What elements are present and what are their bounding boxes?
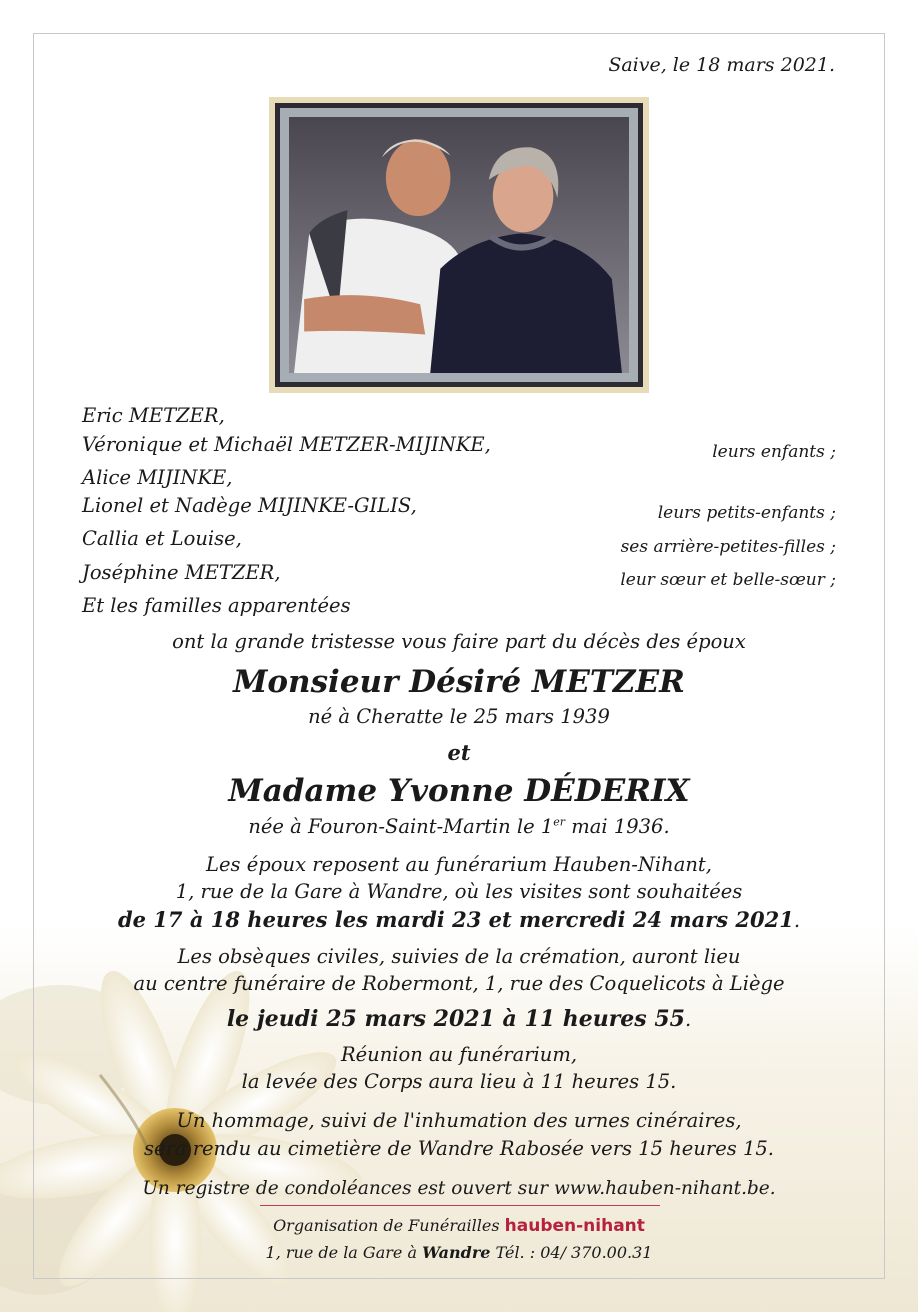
deceased-name-2: Madame Yvonne DÉDERIX (228, 773, 690, 809)
visit-line: 1, rue de la Gare à Wandre, où les visites sont souhaitées (175, 880, 743, 903)
announcement: ont la grande tristesse vous faire part du décès des époux (172, 630, 746, 653)
tribute-line: sera rendu au cimetière de Wandre Rabosée vers 15 heures 15. (144, 1137, 774, 1160)
relation-label: leurs petits-enfants ; (657, 503, 836, 523)
visit-hours: de 17 à 18 heures les mardi 23 et mercredi 24 mars 2021. (117, 907, 801, 932)
deceased-name-1: Monsieur Désiré METZER (233, 664, 685, 700)
relation-label: ses arrière-petites-filles ; (620, 537, 836, 557)
deceased-birth-2: née à Fouron-Saint-Martin le 1er mai 1936. (248, 815, 670, 838)
registry-line: Un registre de condoléances est ouvert sur www.hauben-nihant.be. (142, 1178, 776, 1199)
family-member: Alice MIJINKE, (82, 466, 233, 489)
tribute-line: Un hommage, suivi de l'inhumation des urnes cinéraires, (176, 1109, 742, 1132)
family-member: Lionel et Nadège MIJINKE-GILIS, (82, 494, 417, 517)
visit-line: Les époux reposent au funérarium Hauben-Nihant, (206, 853, 712, 876)
organizer-address: 1, rue de la Gare à Wandre Tél. : 04/ 370.00.31 (265, 1243, 653, 1262)
date-line: Saive, le 18 mars 2021. (608, 54, 835, 76)
ceremony-line: au centre funéraire de Robermont, 1, rue des Coquelicots à Liège (133, 972, 785, 995)
gathering-line: la levée des Corps aura lieu à 11 heures 15. (241, 1070, 677, 1093)
family-member: Eric METZER, (82, 404, 225, 427)
family-member: Callia et Louise, (82, 527, 242, 550)
relation-label: leurs enfants ; (712, 442, 836, 462)
divider (260, 1205, 660, 1206)
relation-label: leur sœur et belle-sœur ; (620, 570, 836, 590)
conjunction: et (447, 740, 471, 765)
ceremony-line: Les obsèques civiles, suivies de la crémation, auront lieu (177, 945, 741, 968)
couple-photo (289, 117, 629, 373)
family-member: Véronique et Michaël METZER-MIJINKE, (82, 433, 491, 456)
family-member: Et les familles apparentées (82, 594, 351, 617)
ceremony-datetime: le jeudi 25 mars 2021 à 11 heures 55. (226, 1006, 692, 1032)
organizer-line: Organisation de Funérailles hauben-nihant (273, 1216, 645, 1236)
brand-logo: hauben-nihant (504, 1216, 645, 1236)
deceased-birth-1: né à Cheratte le 25 mars 1939 (308, 705, 610, 728)
gathering-line: Réunion au funérarium, (340, 1043, 578, 1066)
photo-frame (269, 97, 649, 393)
family-member: Joséphine METZER, (82, 561, 281, 584)
